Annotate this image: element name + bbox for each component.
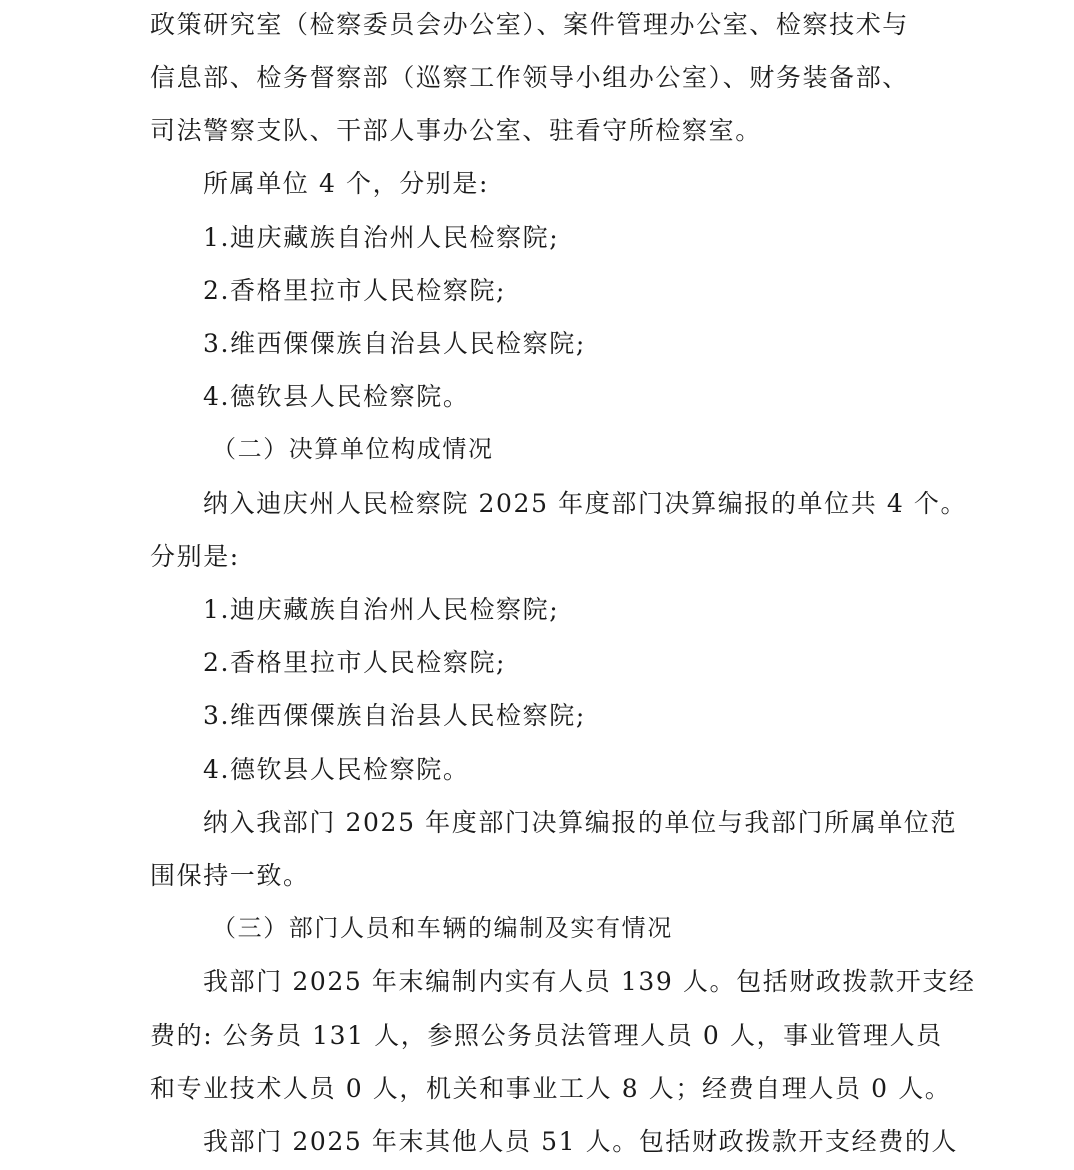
list-item: 3.维西傈僳族自治县人民检察院; xyxy=(203,329,586,358)
paragraph-line: 政策研究室（检察委员会办公室）、案件管理办公室、检察技术与 xyxy=(150,10,909,39)
section-heading: （二）决算单位构成情况 xyxy=(212,435,494,463)
paragraph-line: 所属单位 4 个，分别是: xyxy=(203,169,490,198)
list-item: 2.香格里拉市人民检察院; xyxy=(203,648,507,677)
list-item: 3.维西傈僳族自治县人民检察院; xyxy=(203,701,586,730)
paragraph-line: 费的: 公务员 131 人，参照公务员法管理人员 0 人，事业管理人员 xyxy=(150,1021,943,1050)
paragraph-line: 和专业技术人员 0 人，机关和事业工人 8 人；经费自理人员 0 人。 xyxy=(150,1074,952,1103)
paragraph-line: 司法警察支队、干部人事办公室、驻看守所检察室。 xyxy=(150,116,762,145)
paragraph-line: 分别是: xyxy=(150,542,240,571)
paragraph-line: 纳入我部门 2025 年度部门决算编报的单位与我部门所属单位范 xyxy=(203,808,958,837)
paragraph-line: 围保持一致。 xyxy=(150,861,310,890)
list-item: 4.德钦县人民检察院。 xyxy=(203,382,470,411)
paragraph-line: 纳入迪庆州人民检察院 2025 年度部门决算编报的单位共 4 个。 xyxy=(203,489,968,518)
list-item: 1.迪庆藏族自治州人民检察院; xyxy=(203,223,560,252)
paragraph-line: 信息部、检务督察部（巡察工作领导小组办公室）、财务装备部、 xyxy=(150,63,909,92)
section-heading: （三）部门人员和车辆的编制及实有情况 xyxy=(212,914,673,942)
paragraph-line: 我部门 2025 年末编制内实有人员 139 人。包括财政拨款开支经 xyxy=(203,967,976,996)
list-item: 1.迪庆藏族自治州人民检察院; xyxy=(203,595,560,624)
list-item: 4.德钦县人民检察院。 xyxy=(203,755,470,784)
list-item: 2.香格里拉市人民检察院; xyxy=(203,276,507,305)
paragraph-line: 我部门 2025 年末其他人员 51 人。包括财政拨款开支经费的人 xyxy=(203,1127,959,1156)
